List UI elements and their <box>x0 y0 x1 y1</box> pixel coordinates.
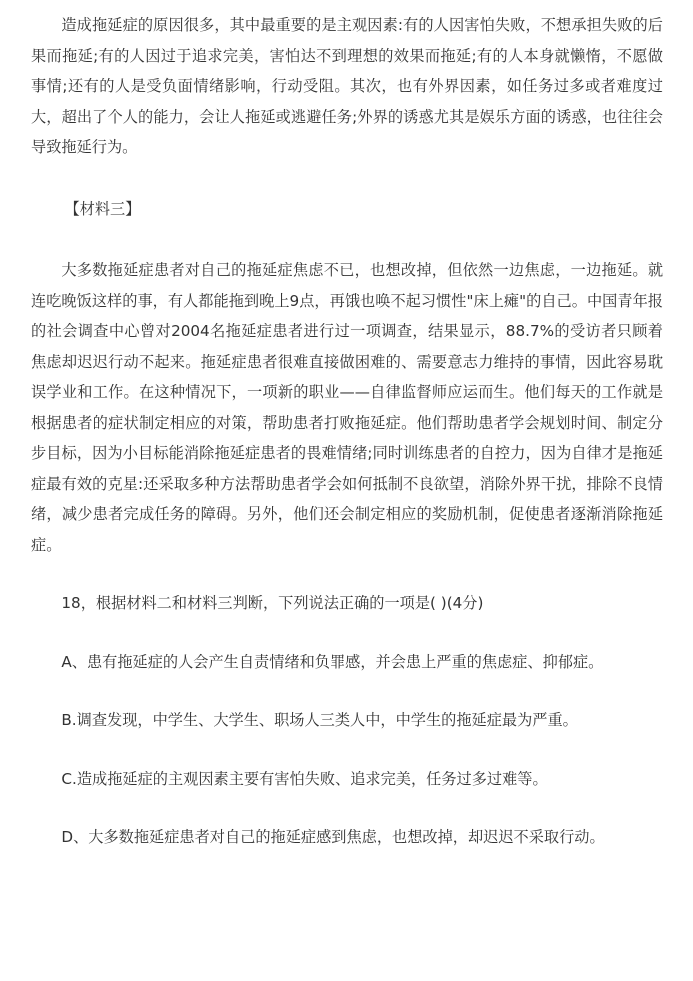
question-text: 18，根据材料二和材料三判断，下列说法正确的一项是( )(4分) <box>61 594 484 612</box>
option-c: C.造成拖延症的主观因素主要有害怕失败、追求完美，任务过多过难等。 <box>61 769 548 788</box>
option-b: B.调查发现，中学生、大学生、职场人三类人中，中学生的拖延症最为严重。 <box>61 711 578 729</box>
material-three-heading: 【材料三】 <box>64 199 141 218</box>
causes-paragraph: 造成拖延症的原因很多，其中最重要的是主观因素:有的人因害怕失败，不想承担失败的后果而拖延;有的人因过于追求完美，害怕达不到理想的效果而拖延;有的人本身就懒惰，不愿做事情;还有的人是受负面情绪影响，行动受阻。其次，也有外界因素，如任务过多或者难度过大，超出了个人的能力，会让人拖延或逃避任务;外界的诱惑尤其是娱乐方面的诱惑，也往往会导致拖延行为。 <box>31 16 663 156</box>
option-d: D、大多数拖延症患者对自己的拖延症感到焦虑，也想改掉，却迟迟不采取行动。 <box>61 828 605 846</box>
material-three-paragraph: 大多数拖延症患者对自己的拖延症焦虑不已，也想改掉，但依然一边焦虑，一边拖延。就连吃晚饭这样的事，有人都能拖到晚上9点，再饿也唤不起习惯性"床上瘫"的自己。中国青年报的社会调查中心曾对2004名拖延症患者进行过一项调查，结果显示，88.7%的受访者只顾着焦虑却迟迟行动不起来。拖延症患者很难直接做困难的、需要意志力维持的事情，因此容易耽误学业和工作。在这种情况下，一项新的职业——自律监督师应运而生。他们每天的工作就是根据患者的症状制定相应的对策，帮助患者打败拖延症。他们帮助患者学会规划时间、制定分步目标，因为小目标能消除拖延症患者的畏难情绪;同时训练患者的自控力，因为自律才是拖延症最有效的克星:还采取多种方法帮助患者学会如何抵制不良欲望，消除外界干扰，排除不良情绪，减少患者完成任务的障碍。另外，他们还会制定相应的奖励机制，促使患者逐渐消除拖延症。 <box>31 261 663 554</box>
option-a: A、患有拖延症的人会产生自责情绪和负罪感，并会患上严重的焦虑症、抑郁症。 <box>61 652 604 671</box>
